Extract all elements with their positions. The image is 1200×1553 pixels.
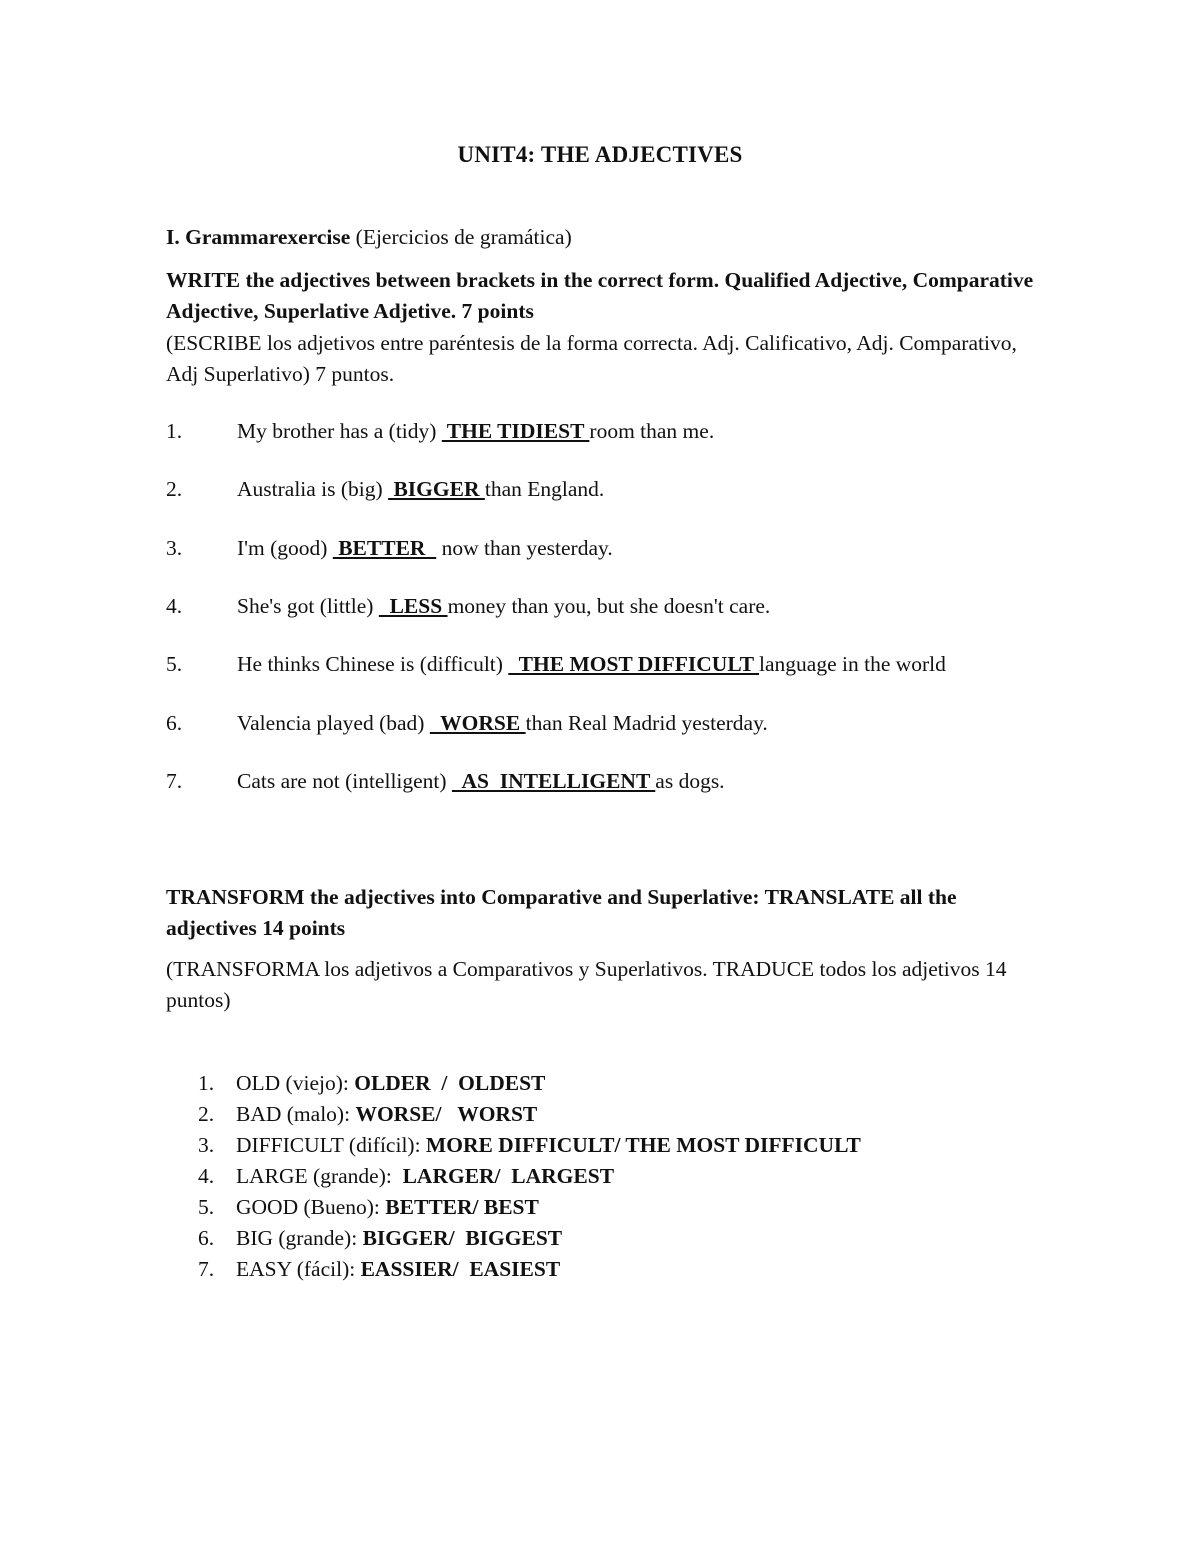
section-label-es: (Ejercicios de gramática) [350, 225, 572, 249]
item-number: 7. [166, 769, 183, 793]
item-number: 2. [166, 477, 183, 501]
item-answer: LARGER/ LARGEST [402, 1164, 615, 1188]
section-heading [166, 222, 1046, 253]
item-text [237, 649, 946, 679]
item-rest: room than me. [589, 419, 715, 443]
item-prompt: Australia is (big) [237, 477, 389, 501]
item-adjective: LARGE (grande): [236, 1164, 403, 1188]
item-text [237, 533, 613, 563]
item-text [236, 1192, 539, 1223]
item-adjective: BIG (grande): [236, 1226, 363, 1250]
item-number: 4. [166, 594, 183, 618]
item-answer: BIGGER/ BIGGEST [362, 1226, 563, 1250]
item-number: 6. [166, 711, 183, 735]
item-rest: language in the world [759, 652, 946, 676]
item-text [236, 1223, 562, 1254]
item-number: 1. [198, 1071, 215, 1095]
item-prompt: She's got (little) [237, 594, 379, 618]
item-answer: THE TIDIEST [441, 419, 590, 443]
exercise1-instruction-es: (ESCRIBE los adjetivos entre paréntesis de la forma correcta. Adj. Calificativo, Adj. Comparativo, Adj Superlativo) 7 puntos. [166, 331, 1017, 386]
item-number: 3. [166, 536, 183, 560]
exercise2-instruction-es: (TRANSFORMA los adjetivos a Comparativos y Superlativos. TRADUCE todos los adjetivos 14 puntos) [166, 957, 1007, 1012]
item-prompt: I'm (good) [237, 536, 333, 560]
item-rest: now than yesterday. [436, 536, 613, 560]
item-answer: WORSE/ WORST [355, 1102, 538, 1126]
section-label: I. Grammarexercise [166, 225, 351, 249]
item-adjective: BAD (malo): [236, 1102, 356, 1126]
item-prompt: Cats are not (intelligent) [237, 769, 452, 793]
item-adjective: DIFFICULT (difícil): [236, 1133, 426, 1157]
item-rest: than England. [484, 477, 605, 501]
item-text [236, 1161, 614, 1192]
item-rest: as dogs. [655, 769, 725, 793]
item-answer: WORSE [429, 711, 526, 735]
item-answer: BIGGER [388, 477, 485, 501]
item-text [236, 1130, 861, 1161]
item-answer: OLDER / OLDEST [354, 1071, 546, 1095]
exercise1-instruction: WRITE the adjectives between brackets in the correct form. Qualified Adjective, Comparative Adjective, Superlative Adjetive. 7 points [166, 268, 1034, 323]
item-text [237, 474, 604, 504]
item-prompt: Valencia played (bad) [237, 711, 430, 735]
item-text [236, 1068, 545, 1099]
item-rest: than Real Madrid yesterday. [525, 711, 768, 735]
item-text [236, 1099, 537, 1130]
item-answer: BETTER [332, 536, 437, 560]
item-text [236, 1254, 560, 1285]
item-number: 4. [198, 1164, 215, 1188]
item-number: 2. [198, 1102, 215, 1126]
item-answer: BETTER/ BEST [385, 1195, 539, 1219]
item-number: 5. [198, 1195, 215, 1219]
item-adjective: GOOD (Bueno): [236, 1195, 386, 1219]
item-adjective: EASY (fácil): [236, 1257, 361, 1281]
item-number: 3. [198, 1133, 215, 1157]
item-number: 5. [166, 652, 183, 676]
item-answer: THE MOST DIFFICULT [508, 652, 760, 676]
item-text [237, 416, 714, 446]
item-answer: AS INTELLIGENT [451, 769, 656, 793]
item-rest: money than you, but she doesn't care. [447, 594, 771, 618]
item-number: 7. [198, 1257, 215, 1281]
exercise2-instruction: TRANSFORM the adjectives into Comparative and Superlative: TRANSLATE all the adjectives 14 points [166, 885, 957, 940]
item-prompt: He thinks Chinese is (difficult) [237, 652, 509, 676]
item-answer: EASSIER/ EASIEST [360, 1257, 561, 1281]
item-text [237, 766, 725, 796]
item-answer: MORE DIFFICULT/ THE MOST DIFFICULT [425, 1133, 861, 1157]
page-title: UNIT4: THE ADJECTIVES [457, 142, 743, 167]
item-number: 1. [166, 419, 183, 443]
item-text [237, 708, 768, 738]
item-adjective: OLD (viejo): [236, 1071, 355, 1095]
item-answer: LESS [378, 594, 448, 618]
item-number: 6. [198, 1226, 215, 1250]
item-prompt: My brother has a (tidy) [237, 419, 442, 443]
item-text [237, 591, 770, 621]
